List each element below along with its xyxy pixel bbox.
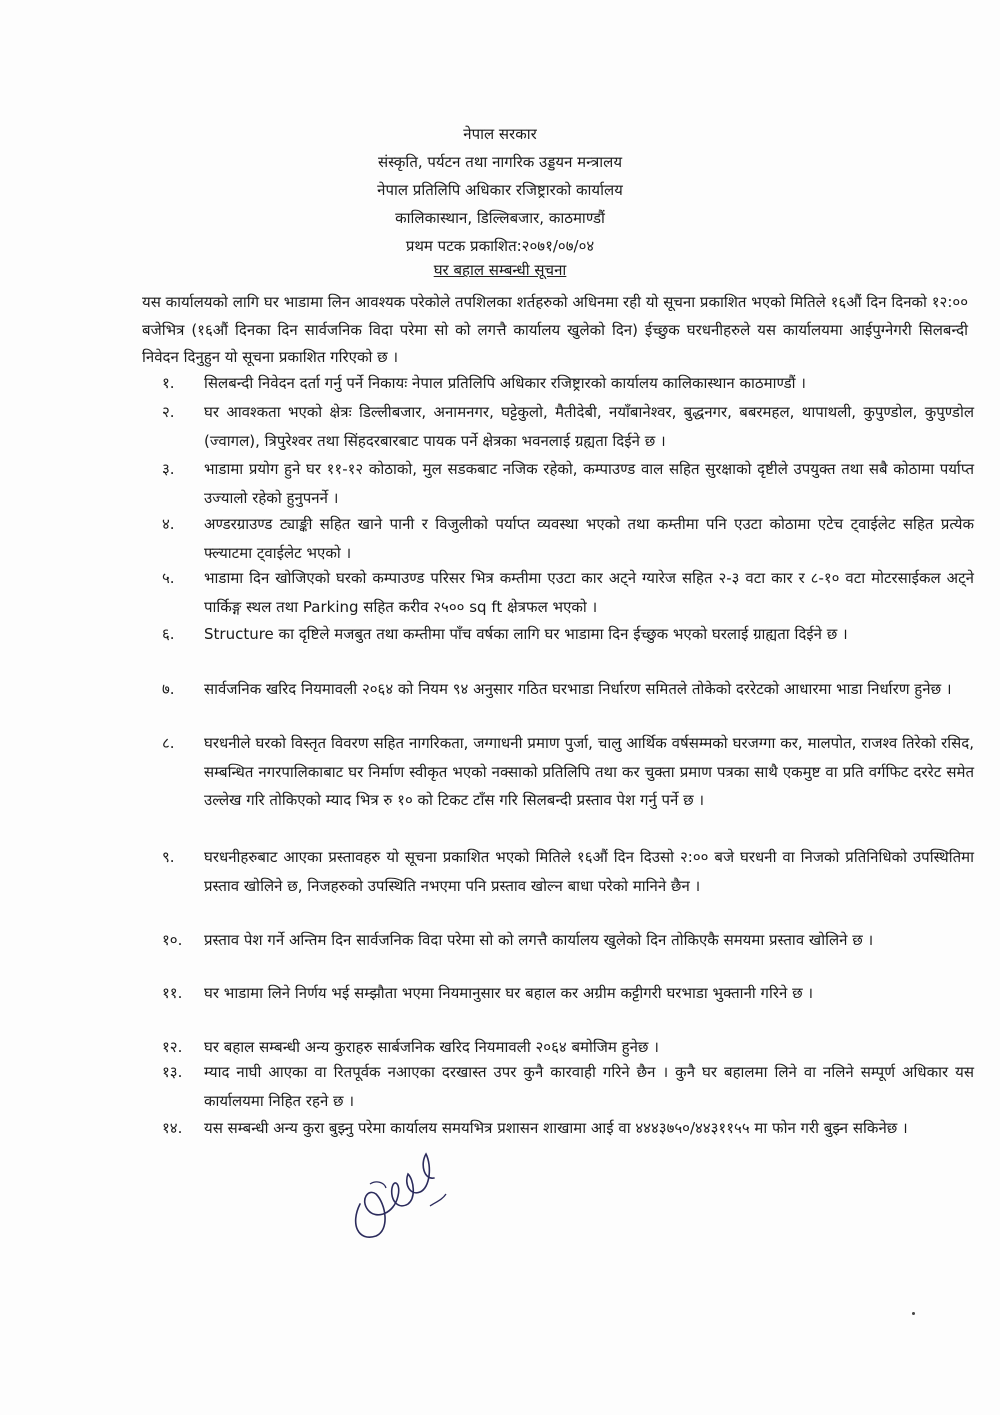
item-text: घरधनीले घरको विस्तृत विवरण सहित नागरिकता, जग्गाधनी प्रमाण पुर्जा, चालु आर्थिक वर्षसम्मको घरजग्गा कर, मालपोत, राजश्व तिरेको रसिद, सम्बन्धित नगरपालिकाबाट घर निर्माण स्वीकृत भएको नक्साको प्रतिलिपि तथा कर चुक्ता प्रमाण पत्रका साथै एकमुष्ट वा प्रति वर्गफिट दररेट समेत उल्लेख गरि तोकिएको म्याद भित्र रु १० को टिकट टाँस गरि सिलबन्दी प्रस्ताव पेश गर्नु पर्ने छ । xyxy=(204,734,974,809)
list-item xyxy=(162,1058,982,1115)
handwritten-signature-icon xyxy=(346,1144,456,1244)
list-item xyxy=(162,620,982,649)
item-number: ४. xyxy=(162,515,175,533)
item-text: भाडामा प्रयोग हुने घर ११-१२ कोठाको, मुल सडकबाट नजिक रहेको, कम्पाउण्ड वाल सहित सुरक्षाको दृष्टीले उपयुक्त तथा सबै कोठामा पर्याप्त उज्यालो रहेको हुनुपनर्ने । xyxy=(204,460,974,507)
item-text: सार्वजनिक खरिद नियमावली २०६४ को नियम ९४ अनुसार गठित घरभाडा निर्धारण समितले तोकेको दररेटको आधारमा भाडा निर्धारण हुनेछ । xyxy=(204,680,952,698)
item-text: घरधनीहरुबाट आएका प्रस्तावहरु यो सूचना प्रकाशित भएको मितिले १६औं दिन दिउसो २:०० बजे घरधनी वा निजको प्रतिनिधिको उपस्थितिमा प्रस्ताव खोलिने छ, निजहरुको उपस्थिति नभएमा पनि प्रस्ताव खोल्न बाधा परेको मानिने छैन । xyxy=(204,848,974,895)
item-number: १३. xyxy=(162,1063,183,1081)
office-address: कालिकास्थान, डिल्लिबजार, काठमाण्डौं xyxy=(395,209,605,227)
item-number: १०. xyxy=(162,931,183,949)
notice-intro: यस कार्यालयको लागि घर भाडामा लिन आवश्यक परेकोले तपशिलका शर्तहरुको अधिनमा रही यो सूचना प्रकाशित भएको मितिले १६औं दिन दिनको १२:०० बजेभित्र (१६औं दिनका दिन सार्वजनिक विदा परेमा सो को लगत्तै कार्यालय खुलेको दिन) ईच्छुक घरधनीहरुले यस कार्यालयमा आईपुग्नेगरी सिलबन्दी निवेदन दिनुहुन यो सूचना प्रकाशित गरिएको छ । xyxy=(142,293,968,366)
item-number: २. xyxy=(162,403,175,421)
item-text: सिलबन्दी निवेदन दर्ता गर्नु पर्ने निकायः नेपाल प्रतिलिपि अधिकार रजिष्ट्रारको कार्यालय कालिकास्थान काठमाण्डौं । xyxy=(204,374,806,392)
list-item xyxy=(162,564,982,621)
list-item xyxy=(162,1114,982,1143)
office-name: नेपाल प्रतिलिपि अधिकार रजिष्ट्रारको कार्यालय xyxy=(377,181,623,199)
item-text: घर बहाल सम्बन्धी अन्य कुराहरु सार्बजनिक खरिद नियमावली २०६४ बमोजिम हुनेछ । xyxy=(204,1038,659,1056)
ministry-name: संस्कृति, पर्यटन तथा नागरिक उड्डयन मन्त्रालय xyxy=(377,153,623,171)
item-number: ७. xyxy=(162,680,175,698)
government-name: नेपाल सरकार xyxy=(463,125,537,143)
item-number: ६. xyxy=(162,625,175,643)
item-number: ९. xyxy=(162,848,175,866)
item-text: घर आवश्कता भएको क्षेत्रः डिल्लीबजार, अनामनगर, घट्टेकुलो, मैतीदेबी, नयाँबानेश्वर, बुद्धनगर, बबरमहल, थापाथली, कुपुण्डोल, कुपुण्डोल (ज्वागल), त्रिपुरेश्वर तथा सिंहदरबारबाट पायक पर्ने क्षेत्रका भवनलाई ग्रह्यता दिईने छ । xyxy=(204,403,974,450)
list-item xyxy=(162,675,982,704)
list-item xyxy=(162,455,982,512)
notice-title: घर बहाल सम्बन्धी सूचना xyxy=(433,261,567,279)
list-item xyxy=(162,926,982,955)
publish-date: प्रथम पटक प्रकाशित:२०७१/०७/०४ xyxy=(405,237,595,255)
list-item xyxy=(162,979,982,1008)
item-text: अण्डरग्राउण्ड ट्याङ्की सहित खाने पानी र विजुलीको पर्याप्त व्यवस्था भएको तथा कम्तीमा पनि एउटा कोठामा एटेच ट्वाईलेट सहित प्रत्येक फ्ल्याटमा ट्वाईलेट भएको । xyxy=(204,515,974,562)
list-item xyxy=(162,510,982,567)
page-speck xyxy=(912,1312,915,1315)
item-text: प्रस्ताव पेश गर्ने अन्तिम दिन सार्वजनिक विदा परेमा सो को लगत्तै कार्यालय खुलेको दिन तोकिएकै समयमा प्रस्ताव खोलिने छ । xyxy=(204,931,874,949)
item-text: भाडामा दिन खोजिएको घरको कम्पाउण्ड परिसर भित्र कम्तीमा एउटा कार अट्ने ग्यारेज सहित २-३ वटा कार र ८-१० वटा मोटरसाईकल अट्ने पार्किङ्ग स्थल तथा Parking सहित करीव २५०० sq ft क्षेत्रफल भएको । xyxy=(204,569,974,616)
item-text: यस सम्बन्धी अन्य कुरा बुझ्नु परेमा कार्यालय समयभित्र प्रशासन शाखामा आई वा ४४४३७५०/४४३११५५ मा फोन गरी बुझ्न सकिनेछ । xyxy=(204,1119,908,1137)
item-number: ३. xyxy=(162,460,175,478)
list-item xyxy=(162,843,982,900)
item-text: म्याद नाघी आएका वा रितपूर्वक नआएका दरखास्त उपर कुनै कारवाही गरिने छैन । कुनै घर बहालमा लिने वा नलिने सम्पूर्ण अधिकार यस कार्यालयमा निहित रहने छ । xyxy=(204,1063,974,1110)
item-number: ११. xyxy=(162,984,183,1002)
list-item xyxy=(162,398,982,455)
item-number: ५. xyxy=(162,569,175,587)
item-text: Structure का दृष्टिले मजबुत तथा कम्तीमा पाँच वर्षका लागि घर भाडामा दिन ईच्छुक भएको घरलाई ग्राह्यता दिईने छ । xyxy=(204,625,848,643)
item-number: १. xyxy=(162,374,175,392)
list-item xyxy=(162,369,982,398)
item-number: १२. xyxy=(162,1038,183,1056)
item-text: घर भाडामा लिने निर्णय भई सम्झौता भएमा नियमानुसार घर बहाल कर अग्रीम कट्टीगरी घरभाडा भुक्तानी गरिने छ । xyxy=(204,984,814,1002)
list-item xyxy=(162,729,982,815)
item-number: ८. xyxy=(162,734,175,752)
item-number: १४. xyxy=(162,1119,183,1137)
